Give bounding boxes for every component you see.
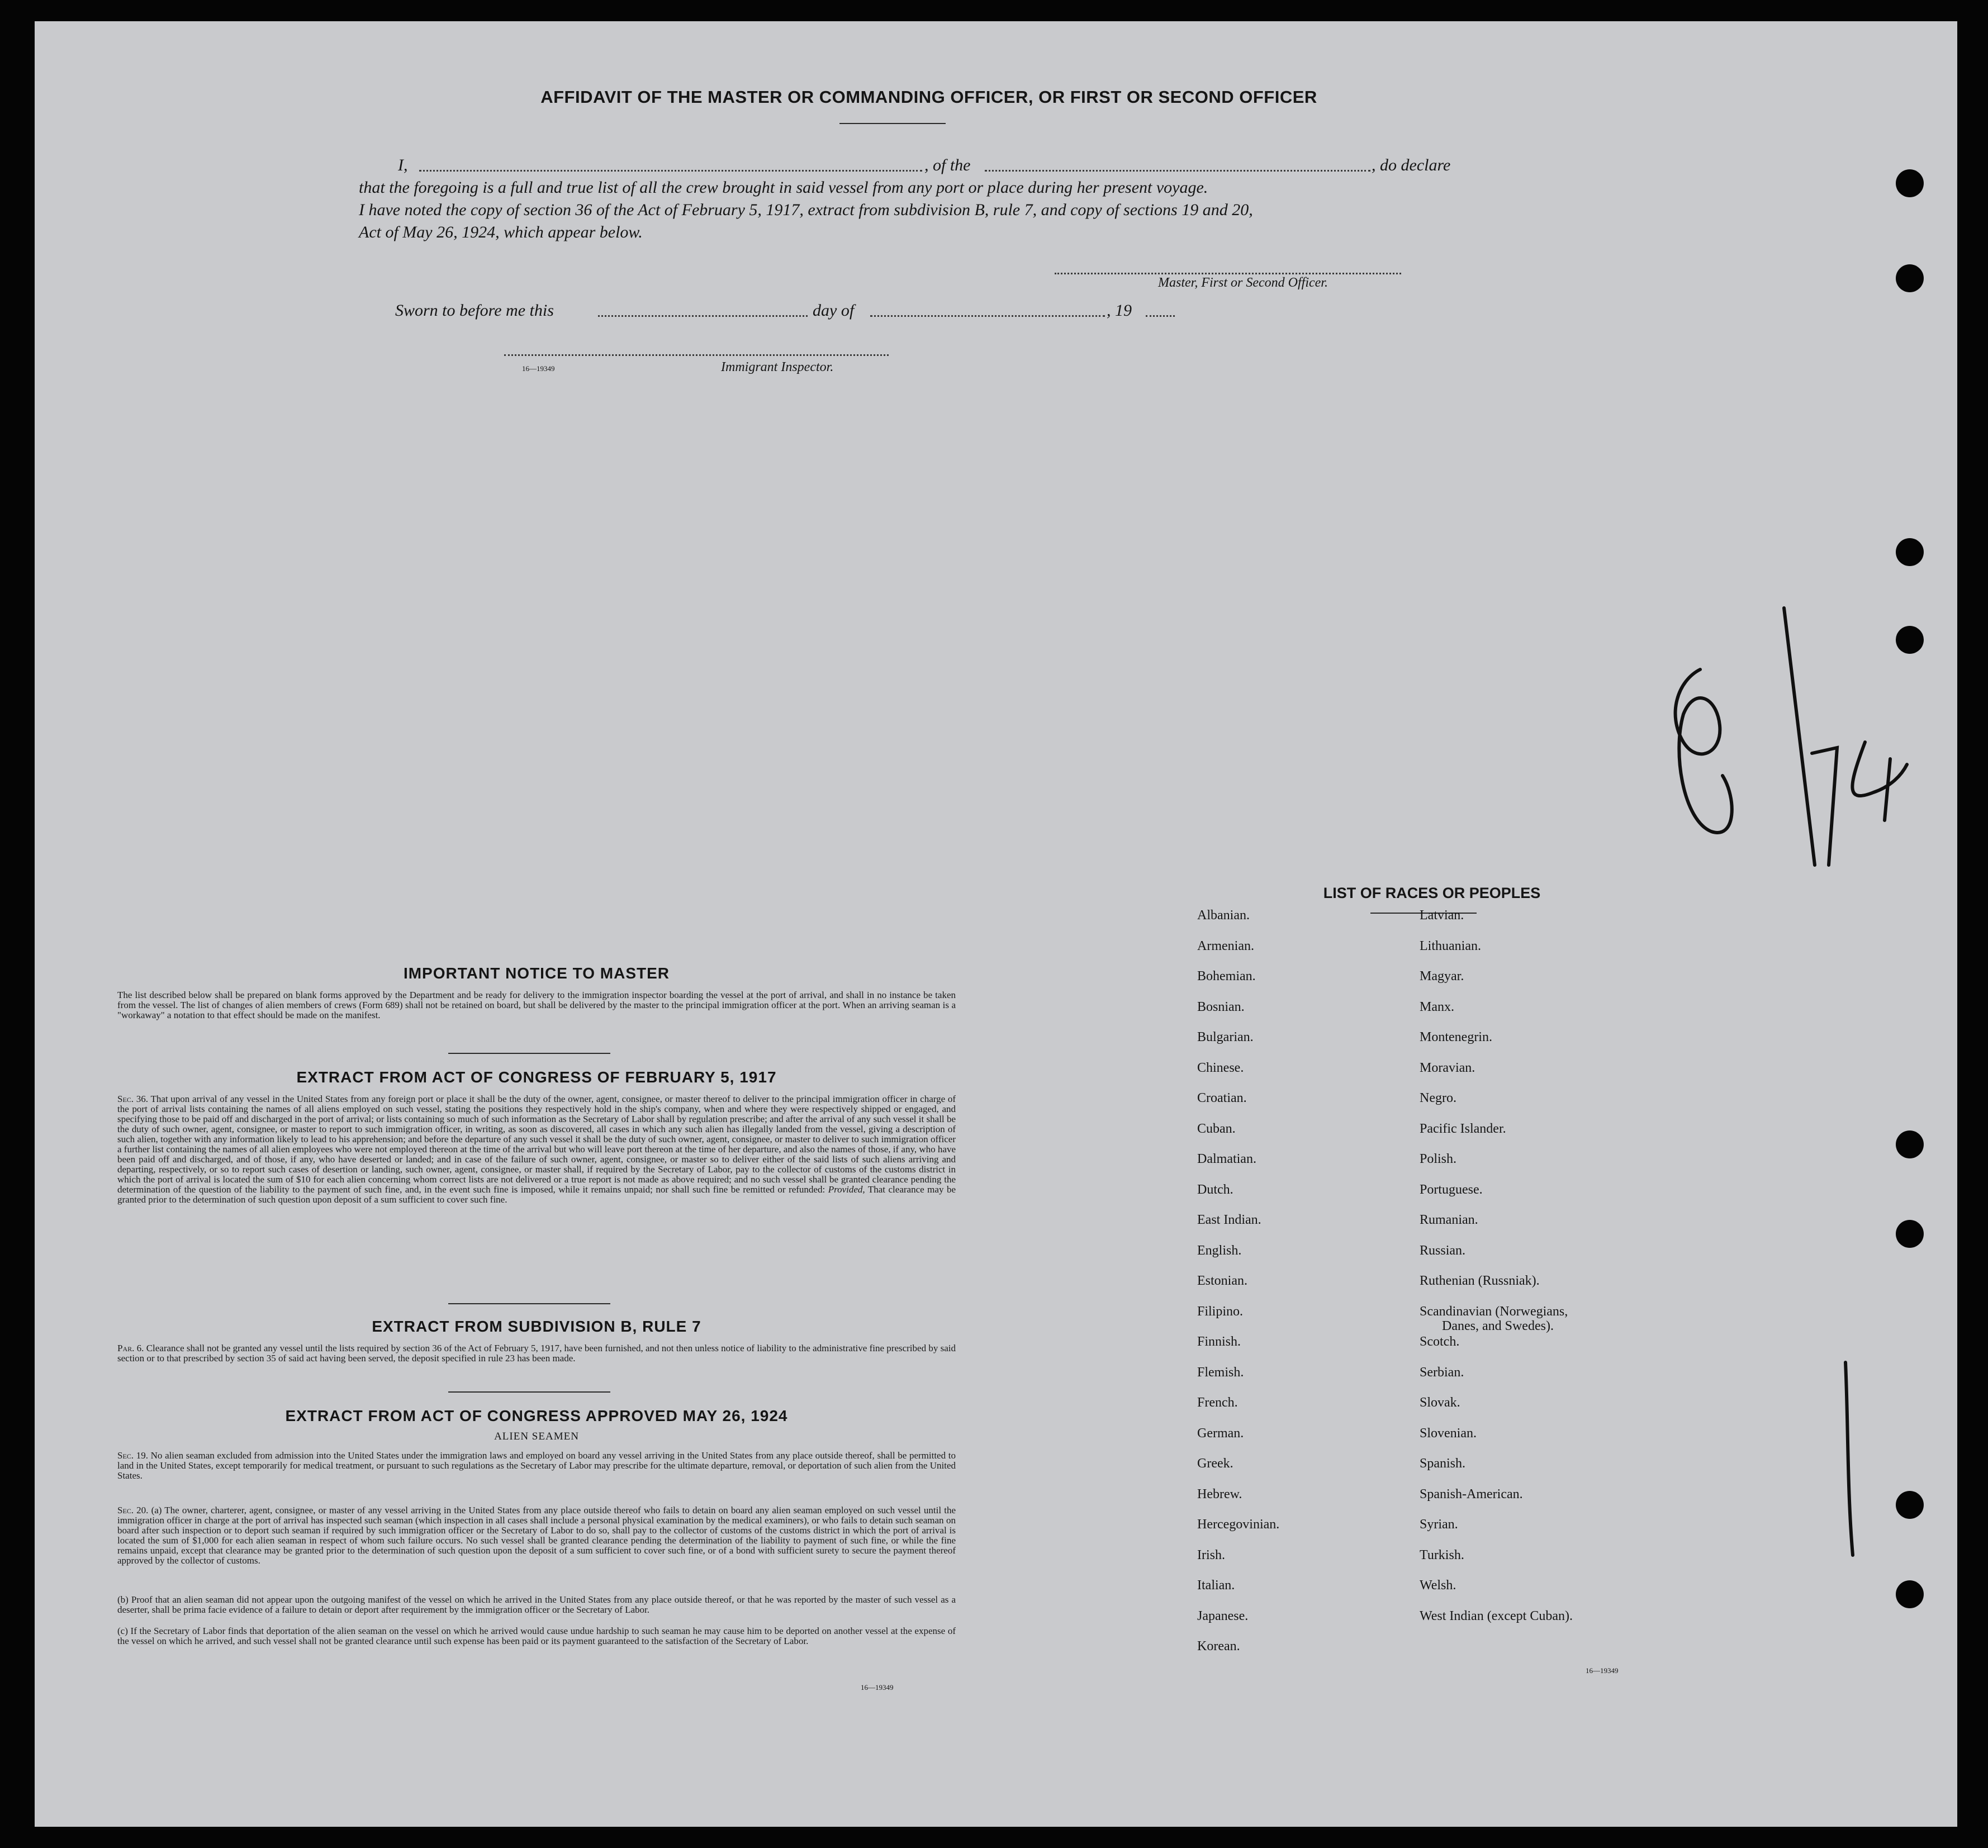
race-item-left: Estonian. xyxy=(1197,1274,1247,1288)
extract-rule7-title: EXTRACT FROM SUBDIVISION B, RULE 7 xyxy=(372,1318,701,1335)
race-item-right: Latvian. xyxy=(1420,908,1464,923)
handwritten-slash xyxy=(1784,608,1815,865)
sworn-label: Sworn to before me this xyxy=(395,301,554,320)
race-item-right: Negro. xyxy=(1420,1091,1456,1105)
race-item-right: Rumanian. xyxy=(1420,1213,1478,1227)
race-item-left: Bulgarian. xyxy=(1197,1030,1254,1044)
notice-divider xyxy=(448,1053,610,1054)
day-of-label: day of xyxy=(813,301,855,320)
race-item-left: Italian. xyxy=(1197,1578,1235,1593)
title-divider xyxy=(839,123,946,124)
extract-1917-sec-label: Sec. 36. xyxy=(117,1094,149,1104)
race-item-left: Croatian. xyxy=(1197,1091,1247,1105)
sec20a-body: (a) The owner, charterer, agent, consignee, or master of any vessel arriving in the United States from any place outside thereof who fails to detain on board any alien seaman employed on such vessel until the immigration officer in charge at the port of arrival has inspected such seaman (which inspection in all cases shall include a personal physical examination by the medical examiners), or who fails to detain such seaman on board after such inspection or to deport such seaman if required by such immigration officer or the Secretary of Labor to do so, shall pay to the collector of customs of the customs district in which the port of arrival is located the sum of $1,000 for each alien seaman in respect of whom such failure occurs. No such vessel shall be granted clearance pending the determination of the liability to payment of such fine, or while the fine remains unpaid, except that clearance may be granted prior to the determination of such question upon the deposit of a sum sufficient to cover such fine, or of a bond with sufficient surety to secure the payment thereof approved by the collector of customs. xyxy=(117,1505,956,1566)
sworn-day-field[interactable] xyxy=(598,315,808,317)
inspector-signature-field[interactable] xyxy=(504,354,889,356)
punch-hole xyxy=(1896,169,1924,197)
extract-1917-text xyxy=(117,1094,956,1205)
extract-1924-sec20c: (c) If the Secretary of Labor finds that deportation of the alien seaman on the vessel on which he arrived would cause undue hardship to such seaman he may cause him to be deported on another vessel at the expense of the vessel on which he arrived, and such vessel shall not be granted clearance until such expense has been paid or its payment guaranteed to the satisfaction of the Secretary of Labor. xyxy=(117,1626,956,1646)
sworn-year-field[interactable] xyxy=(1146,315,1175,317)
affidavit-of-the-label: , of the xyxy=(924,156,971,174)
race-item-right: Slovenian. xyxy=(1420,1426,1477,1441)
race-item-right: Magyar. xyxy=(1420,969,1464,984)
race-item-right: Ruthenian (Russniak). xyxy=(1420,1274,1540,1288)
race-item-left: German. xyxy=(1197,1426,1244,1441)
race-item-left: French. xyxy=(1197,1395,1238,1410)
extract-1924-sec20b: (b) Proof that an alien seaman did not appear upon the outgoing manifest of the vessel on which he arrived in the United States from any place outside thereof, or that he was reported by the master of such vessel as a deserter, shall be prima facie evidence of a failure to detain or deport after requirement by the immigration officer or the Secretary of Labor. xyxy=(117,1594,956,1615)
race-item-right: Montenegrin. xyxy=(1420,1030,1492,1044)
race-item-right: Pacific Islander. xyxy=(1420,1121,1506,1136)
master-signature-caption: Master, First or Second Officer. xyxy=(1158,275,1328,290)
race-item-left: Chinese. xyxy=(1197,1060,1244,1075)
race-item-right: Lithuanian. xyxy=(1420,938,1481,953)
sec20-label: Sec. 20. xyxy=(117,1505,149,1516)
race-item-left: English. xyxy=(1197,1243,1242,1258)
extract-rule7-par-label: Par. 6. xyxy=(117,1343,144,1353)
race-item-left: Armenian. xyxy=(1197,938,1254,953)
master-signature-field[interactable] xyxy=(1055,273,1401,274)
handwritten-seven xyxy=(1812,748,1837,865)
handwritten-annotation xyxy=(1644,586,1935,899)
punch-hole xyxy=(1896,626,1924,654)
sec19-label: Sec. 19. xyxy=(117,1450,148,1461)
document-sheet xyxy=(35,21,1957,1827)
punch-hole xyxy=(1896,1491,1924,1519)
inspector-caption: Immigrant Inspector. xyxy=(721,360,834,374)
race-item-left: Cuban. xyxy=(1197,1121,1236,1136)
race-item-left: Bohemian. xyxy=(1197,969,1256,984)
race-item-right: Polish. xyxy=(1420,1152,1457,1166)
extract-1917-body-end: That clearance may be granted prior to the determination of such question upon deposit of a sum sufficient to cover such fine. xyxy=(117,1184,956,1205)
extract-rule7-text xyxy=(117,1343,956,1364)
race-item-right: Scotch. xyxy=(1420,1334,1460,1349)
race-item-left: Dalmatian. xyxy=(1197,1152,1256,1166)
punch-hole xyxy=(1896,1580,1924,1608)
vessel-name-field[interactable] xyxy=(985,170,1370,172)
race-item-right: Spanish-American. xyxy=(1420,1486,1523,1502)
race-item-right: Spanish. xyxy=(1420,1456,1466,1471)
affidavit-line-2: that the foregoing is a full and true list of all the crew brought in said vessel from any port or place during her present voyage. xyxy=(359,178,1208,197)
extract-1924-sec19 xyxy=(117,1451,956,1481)
affidavit-i-label: I, xyxy=(398,156,408,174)
race-item-left: Dutch. xyxy=(1197,1182,1233,1197)
extract-rule7-divider xyxy=(448,1391,610,1393)
race-item-left: Bosnian. xyxy=(1197,999,1245,1014)
race-item-right: Scandinavian (Norwegians, xyxy=(1420,1304,1568,1319)
race-item-right: Portuguese. xyxy=(1420,1182,1483,1197)
extract-1924-sec20a xyxy=(117,1505,956,1566)
extract-1917-title: EXTRACT FROM ACT OF CONGRESS OF FEBRUARY 5, 1917 xyxy=(296,1068,777,1086)
notice-title: IMPORTANT NOTICE TO MASTER xyxy=(403,965,670,982)
punch-hole xyxy=(1896,264,1924,292)
race-item-left: Filipino. xyxy=(1197,1304,1244,1319)
extract-1924-subtitle: ALIEN SEAMEN xyxy=(494,1431,579,1442)
race-item-right: Moravian. xyxy=(1420,1060,1475,1075)
punch-hole xyxy=(1896,1130,1924,1158)
race-item-left: Finnish. xyxy=(1197,1334,1241,1349)
race-item-right: Manx. xyxy=(1420,999,1454,1014)
race-item-right: Danes, and Swedes). xyxy=(1442,1318,1554,1333)
affidavit-form-number: 16—19349 xyxy=(522,364,555,373)
race-item-right: Russian. xyxy=(1420,1243,1466,1258)
race-item-left: Greek. xyxy=(1197,1456,1233,1471)
handwritten-four xyxy=(1852,742,1907,820)
race-item-right: Slovak. xyxy=(1420,1395,1460,1410)
race-item-left: Hercegovinian. xyxy=(1197,1517,1280,1532)
races-form-number: 16—19349 xyxy=(1586,1666,1619,1675)
race-item-left: Flemish. xyxy=(1197,1365,1244,1380)
extract-1917-divider xyxy=(448,1303,610,1304)
affidavit-line-4: Act of May 26, 1924, which appear below. xyxy=(359,223,643,241)
race-item-left: Japanese. xyxy=(1197,1608,1249,1623)
handwritten-tick-mark xyxy=(1832,1357,1865,1564)
affidavit-line-3: I have noted the copy of section 36 of the Act of February 5, 1917, extract from subdivision B, rule 7, and copy of sections 19 and 20, xyxy=(359,201,1253,219)
race-item-left: East Indian. xyxy=(1197,1213,1261,1227)
punch-hole xyxy=(1896,538,1924,566)
notice-text: The list described below shall be prepared on blank forms approved by the Department and be ready for delivery to the immigration inspector boarding the vessel at the port of arrival, and shall in no instance be taken from the vessel. The list of changes of alien members of crews (Form 689) shall not be retained on board, but shall be delivered by the master to the principal immigration officer at the port. When an arriving seaman is a "workaway" a notation to that effect should be made on the manifest. xyxy=(117,990,956,1020)
punch-hole xyxy=(1896,1220,1924,1248)
extract-1917-provided-label: Provided, xyxy=(828,1184,865,1195)
race-item-right: Syrian. xyxy=(1420,1517,1458,1532)
race-item-right: Serbian. xyxy=(1420,1365,1464,1380)
race-item-right: West Indian (except Cuban). xyxy=(1420,1608,1573,1623)
handwritten-eight xyxy=(1676,669,1732,833)
race-item-left: Korean. xyxy=(1197,1639,1240,1654)
extract-1924-form-number: 16—19349 xyxy=(861,1683,894,1692)
race-item-left: Irish. xyxy=(1197,1547,1225,1562)
extract-1924-title: EXTRACT FROM ACT OF CONGRESS APPROVED MAY 26, 1924 xyxy=(285,1407,788,1424)
races-title: LIST OF RACES OR PEOPLES xyxy=(1323,885,1541,901)
year-label: , 19 xyxy=(1107,301,1132,320)
extract-1917-body: That upon arrival of any vessel in the United States from any foreign port or place it shall be the duty of the owner, agent, consignee, or master thereof to deliver to the principal immigration officer in charge of the port of arrival lists containing the names of all aliens employed on such vessel, stating the positions they respectively hold in the ship's company, when and where they were respectively shipped or engaged, and specifying those to be paid off and discharged in the port of arrival; or lists containing so much of such information as the Secretary of Labor shall by regulation prescribe; and after the arrival of any such vessel it shall be the duty of such owner, agent, consignee, or master to report to such immigration officer, in writing, as soon as discovered, all cases in which any such alien has illegally landed from the vessel, giving a description of such alien, together with any information likely to lead to his apprehension; and before the departure of any such vessel it shall be the duty of such owner, agent, consignee, or master to deliver to such immigration officer a further list containing the names of all alien employees who were not employed thereon at the time of the arrival but who will leave port thereon at the time of her departure, and also the names of those, if any, who have been paid off and discharged, and of those, if any, who have deserted or landed; and in case of the failure of such owner, agent, consignee, or master so to deliver either of the said lists of such aliens arriving and departing, respectively, or so to report such cases of desertion or landing, such owner, agent, consignee, or master shall, if required by the Secretary of Labor, pay to the collector of customs of the customs district in which the port of arrival is located the sum of $10 for each alien concerning whom correct lists are not delivered or a true report is not made as above required; and no such vessel shall be granted clearance pending the determination of the question of the liability to the payment of such fine, and, in the event such fine is imposed, while it remains unpaid; nor shall such fine be remitted or refunded: xyxy=(117,1094,956,1195)
affidavit-do-declare-label: , do declare xyxy=(1372,156,1451,174)
master-name-field[interactable] xyxy=(419,170,922,172)
sec19-body: No alien seaman excluded from admission into the United States under the immigration laws and employed on board any vessel arriving in the United States from any place outside thereof, shall be permitted to land in the United States, except temporarily for medical treatment, or pursuant to such regulations as the Secretary of Labor may prescribe for the ultimate departure, removal, or deportation of such alien from the United States. xyxy=(117,1450,956,1481)
race-item-left: Albanian. xyxy=(1197,908,1250,923)
race-item-right: Welsh. xyxy=(1420,1578,1456,1593)
race-item-right: Turkish. xyxy=(1420,1547,1464,1562)
race-item-left: Hebrew. xyxy=(1197,1486,1242,1502)
extract-rule7-body: Clearance shall not be granted any vessel until the lists required by section 36 of the Act of February 5, 1917, have been furnished, and not then unless notice of liability to the administrative fine prescribed by said section or to that prescribed by section 35 of said act having been served, the deposit specified in rule 23 has been made. xyxy=(117,1343,956,1364)
affidavit-title: AFFIDAVIT OF THE MASTER OR COMMANDING OFFICER, OR FIRST OR SECOND OFFICER xyxy=(540,87,1317,107)
sworn-month-field[interactable] xyxy=(870,315,1105,317)
